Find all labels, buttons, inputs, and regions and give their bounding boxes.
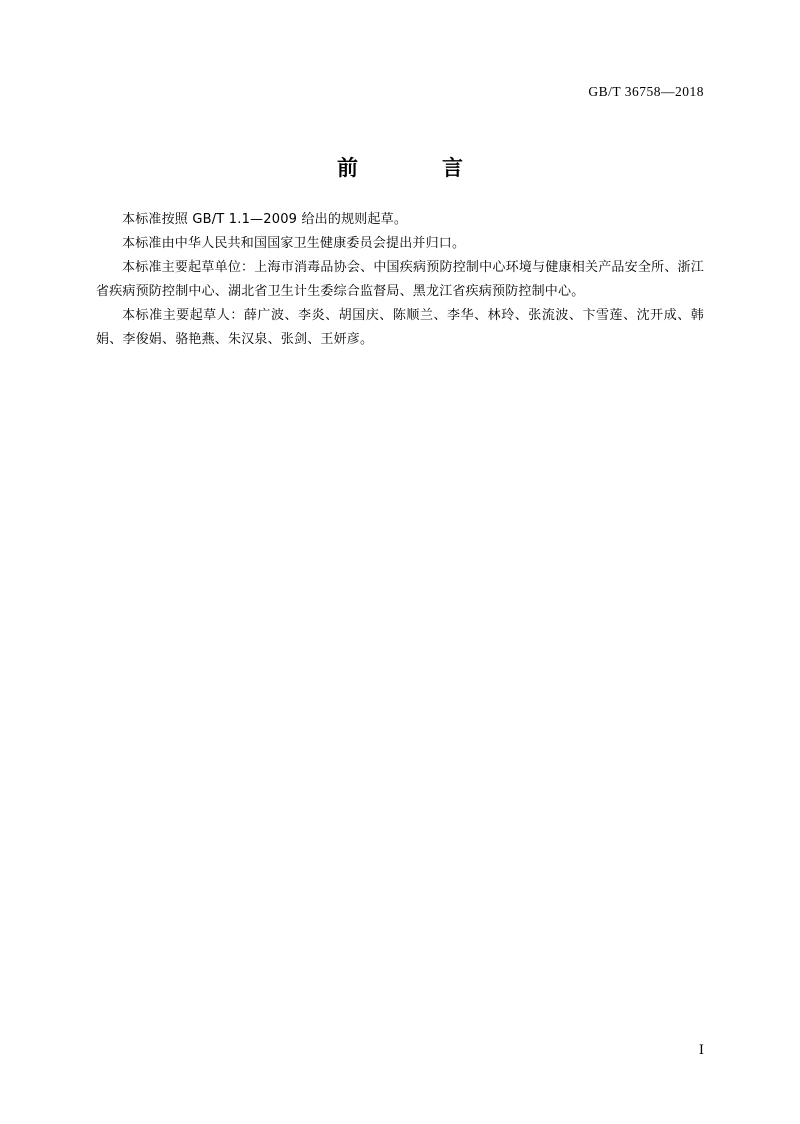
page-title: 前 言 xyxy=(337,156,477,180)
foreword-body xyxy=(96,208,704,352)
page-number: Ⅰ xyxy=(698,1042,704,1057)
paragraph: 本标准主要起草人：薛广波、李炎、胡国庆、陈顺兰、李华、林玲、张流波、卞雪莲、沈开成、韩娟、李俊娟、骆艳燕、朱汉泉、张剑、王妍彦。 xyxy=(96,308,704,347)
paragraph: 本标准按照 GB/T 1.1—2009 给出的规则起草。 xyxy=(122,212,408,227)
page-header-standard-number: GB/T 36758—2018 xyxy=(588,84,704,99)
paragraph: 本标准主要起草单位：上海市消毒品协会、中国疾病预防控制中心环境与健康相关产品安全所、浙江省疾病预防控制中心、湖北省卫生计生委综合监督局、黑龙江省疾病预防控制中心。 xyxy=(96,260,704,299)
paragraph: 本标准由中华人民共和国国家卫生健康委员会提出并归口。 xyxy=(122,236,466,251)
